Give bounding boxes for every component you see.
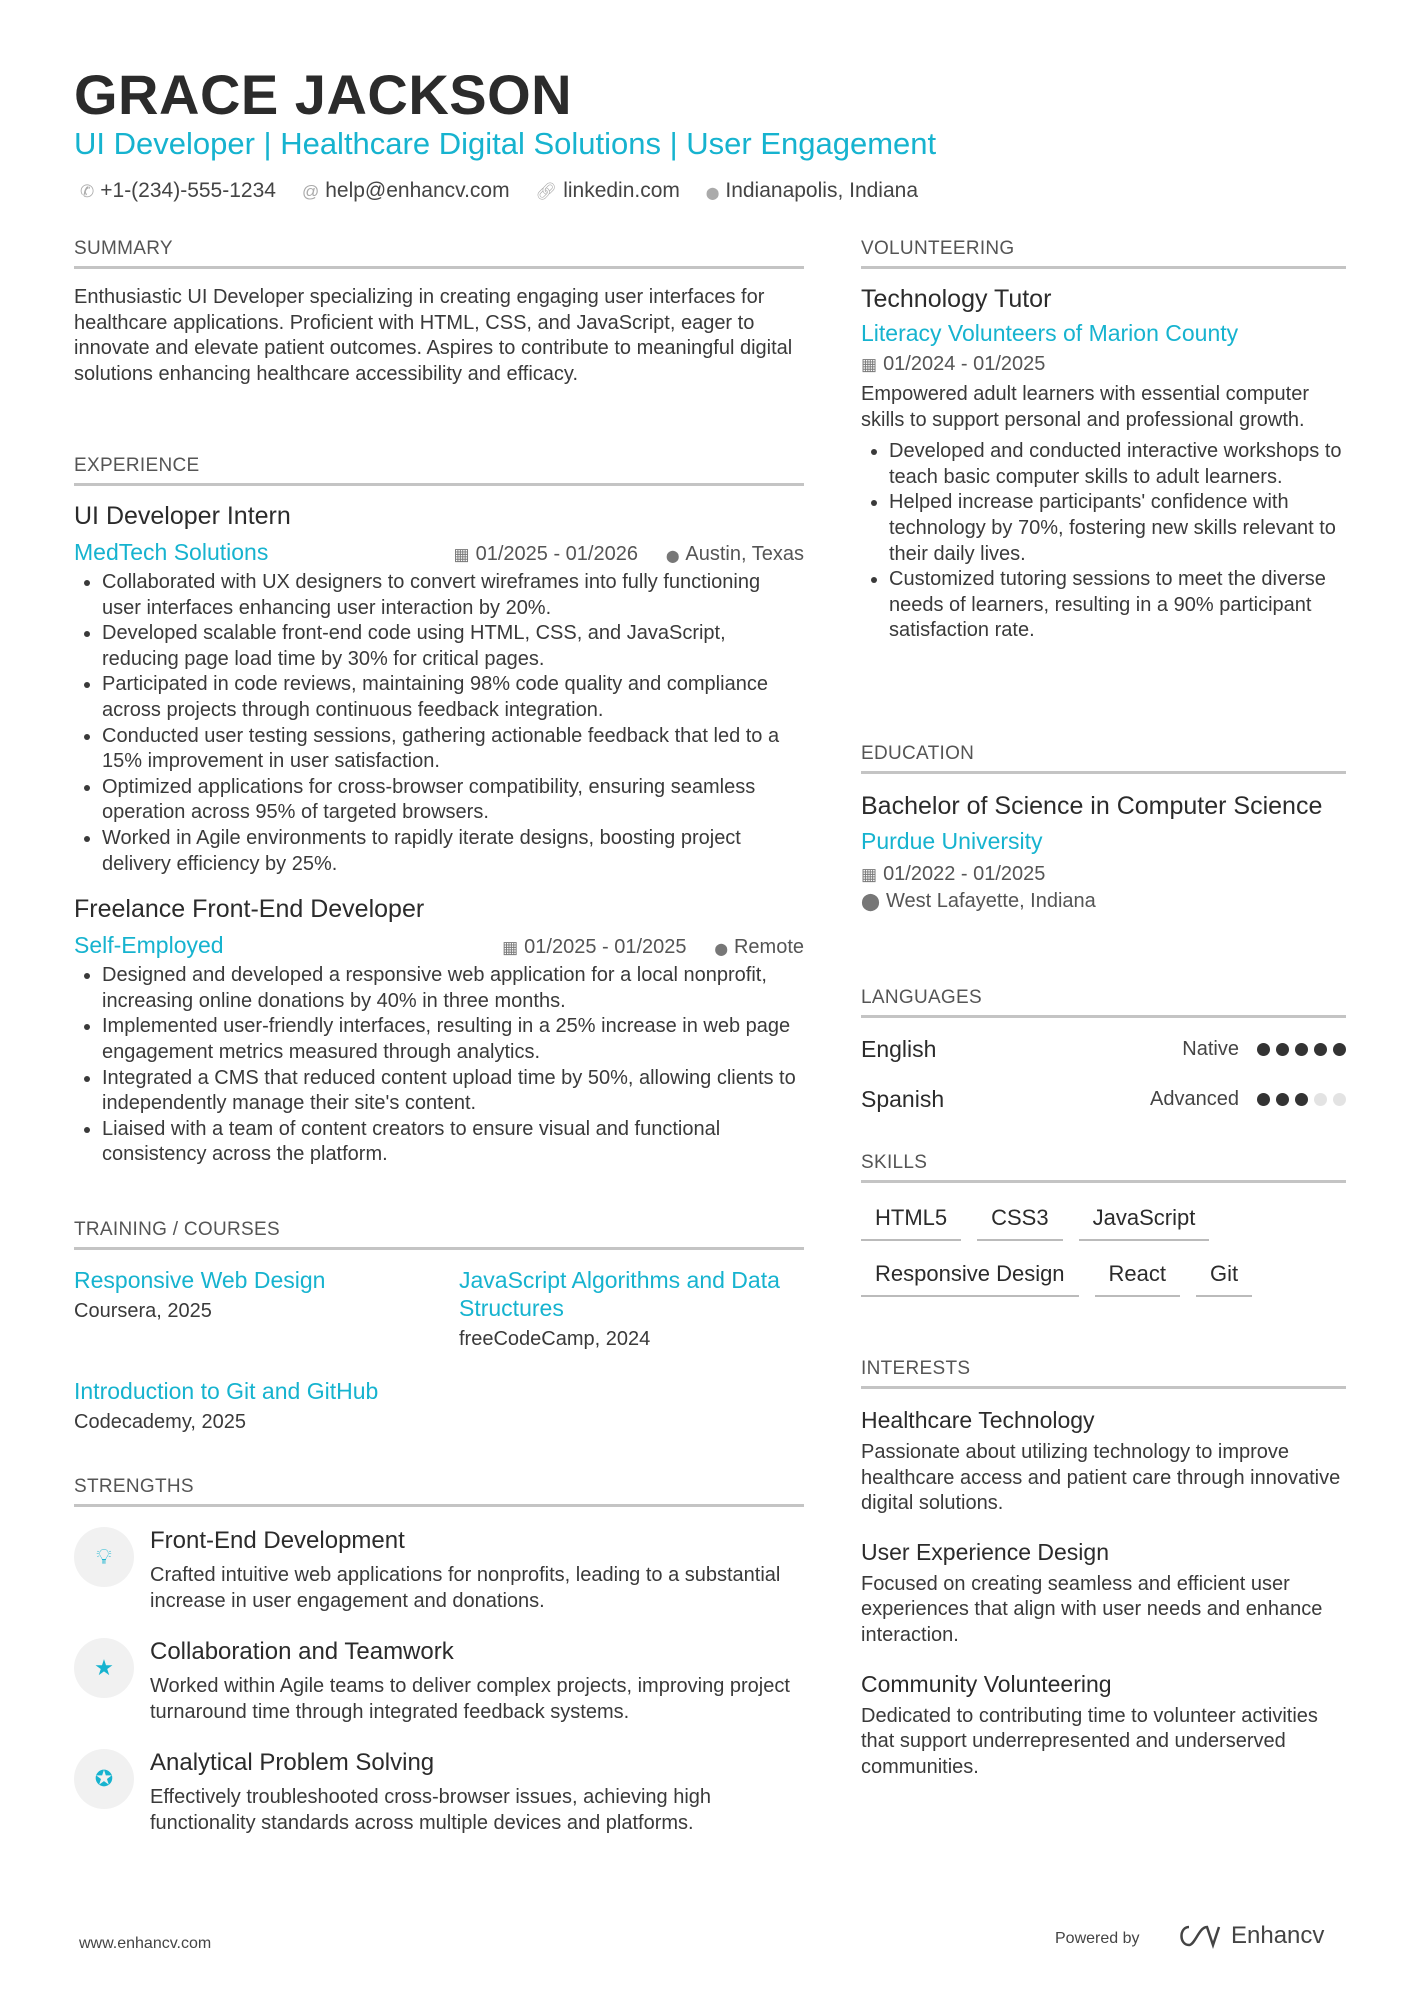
training-section — [74, 1219, 804, 1434]
section-title: EDUCATION — [861, 743, 1346, 774]
strength-text: Effectively troubleshooted cross-browser issues, achieving high functionality standards across multiple devices and platforms. — [150, 1786, 712, 1834]
star-icon: ★ — [74, 1638, 134, 1698]
strength-text: Crafted intuitive web applications for nonprofits, leading to a substantial increase in user engagement and donations. — [150, 1564, 781, 1612]
enhancv-logo-icon — [1175, 1923, 1221, 1949]
skills-section — [861, 1152, 1346, 1297]
location-icon: ⬤ — [714, 942, 728, 957]
strength-item — [74, 1527, 804, 1614]
language-name: Spanish — [861, 1085, 945, 1112]
bullet-item: • Helped increase participants' confidence with technology by 70%, fostering new skills relevant to their daily lives. — [889, 490, 1346, 567]
bullet-item: • Developed scalable front-end code using HTML, CSS, and JavaScript, reducing page load time by 30% for critical pages. — [102, 621, 804, 672]
calendar-icon: ▦ — [453, 545, 470, 564]
lightbulb-icon: 💡︎ — [74, 1527, 134, 1587]
contact-item[interactable] — [536, 179, 680, 203]
job-bullets — [102, 570, 804, 877]
volunteer-org: Literacy Volunteers of Marion County — [861, 320, 1239, 346]
proficiency-dot — [1295, 1043, 1308, 1056]
bullet-item: • Implemented user-friendly interfaces, resulting in a 25% increase in web page engagement metrics measured through analytics. — [102, 1014, 804, 1065]
interest-item — [861, 1671, 1346, 1781]
bullet-item: • Developed and conducted interactive workshops to teach basic computer skills to adult learners. — [889, 439, 1346, 490]
calendar-icon: ▦ — [861, 865, 878, 884]
skill-tag: JavaScript — [1079, 1205, 1210, 1241]
skill-tag: Git — [1196, 1261, 1252, 1297]
interests-section — [861, 1358, 1346, 1802]
skill-tag: HTML5 — [861, 1205, 961, 1241]
candidate-name: GRACE JACKSON — [74, 63, 573, 126]
location-text: Remote — [733, 936, 804, 959]
job-org: Self-Employed — [74, 932, 224, 959]
strength-title: Front-End Development — [150, 1527, 405, 1554]
course-title[interactable]: Responsive Web Design — [74, 1267, 326, 1293]
volunteer-role: Technology Tutor — [861, 285, 1052, 313]
interest-item — [861, 1539, 1346, 1649]
contact-text: Indianapolis, Indiana — [725, 179, 919, 202]
interest-title: Community Volunteering — [861, 1670, 1112, 1697]
course-title[interactable]: JavaScript Algorithms and Data Structures — [459, 1267, 780, 1321]
bullet-item: • Worked in Agile environments to rapidly iterate designs, boosting project delivery efficiency by 25%. — [102, 826, 804, 877]
contact-item[interactable] — [80, 179, 276, 203]
job-role: Freelance Front-End Developer — [74, 895, 425, 924]
location-icon: ⬤ — [705, 186, 720, 200]
dates-text: 01/2024 - 01/2025 — [883, 353, 1046, 375]
dates-text: 01/2022 - 01/2025 — [883, 863, 1046, 885]
proficiency-dot — [1333, 1043, 1346, 1056]
proficiency-dot — [1333, 1093, 1346, 1106]
strength-title: Analytical Problem Solving — [150, 1749, 435, 1777]
education-section — [861, 743, 1346, 915]
job-dates — [502, 936, 686, 959]
proficiency-dot — [1257, 1043, 1270, 1056]
job-location — [715, 936, 804, 959]
section-title: SUMMARY — [74, 238, 804, 269]
interest-text: Dedicated to contributing time to volunteer activities that support underrepresented and underserved communities. — [861, 1704, 1318, 1778]
course-title[interactable]: Introduction to Git and GitHub — [74, 1378, 379, 1404]
proficiency-dots — [1257, 1093, 1346, 1106]
course-provider: Codecademy, 2025 — [74, 1411, 246, 1433]
proficiency-dot — [1314, 1043, 1327, 1056]
interest-text: Passionate about utilizing technology to improve healthcare access and patient care through innovative digital solutions. — [861, 1441, 1341, 1515]
course-item — [74, 1266, 459, 1351]
school: Purdue University — [861, 828, 1043, 854]
course-provider: freeCodeCamp, 2024 — [459, 1328, 651, 1350]
contact-item[interactable] — [706, 179, 918, 203]
job-org: MedTech Solutions — [74, 539, 269, 565]
footer-url[interactable]: www.enhancv.com — [79, 1935, 212, 1952]
section-title: TRAINING / COURSES — [74, 1219, 804, 1250]
job-date-location — [502, 936, 804, 959]
languages-section — [861, 987, 1346, 1124]
section-title: EXPERIENCE — [74, 455, 804, 486]
course-item — [459, 1266, 804, 1351]
bullet-item: • Liaised with a team of content creators to ensure visual and functional consistency across the platform. — [102, 1117, 804, 1168]
job-meta — [74, 539, 804, 566]
bullet-item: • Customized tutoring sessions to meet the diverse needs of learners, resulting in a 90% participant satisfaction rate. — [889, 567, 1346, 644]
section-title: VOLUNTEERING — [861, 238, 1346, 269]
interest-item — [861, 1407, 1346, 1517]
proficiency-dot — [1314, 1093, 1327, 1106]
language-item — [861, 1074, 1346, 1124]
volunteer-dates — [861, 353, 1346, 376]
link-icon: 🔗︎ — [535, 182, 558, 201]
proficiency-dot — [1257, 1093, 1270, 1106]
summary-section — [74, 238, 804, 387]
contact-bar — [80, 179, 918, 203]
skill-tag: React — [1095, 1261, 1180, 1297]
job-role: UI Developer Intern — [74, 502, 291, 530]
job-dates — [454, 543, 638, 566]
contact-text: help@enhancv.com — [325, 179, 510, 202]
calendar-icon: ▦ — [861, 355, 878, 374]
dates-text: 01/2025 - 01/2026 — [475, 543, 638, 565]
strength-text: Worked within Agile teams to deliver complex projects, improving project turnaround time through integrated feedback systems. — [150, 1675, 790, 1723]
contact-text: linkedin.com — [563, 179, 680, 202]
job-meta — [74, 932, 804, 959]
powered-by: Powered by — [1055, 1930, 1140, 1947]
proficiency-dot — [1276, 1043, 1289, 1056]
experience-section — [74, 455, 804, 1186]
language-name: English — [861, 1035, 937, 1062]
bullet-item: • Integrated a CMS that reduced content upload time by 50%, allowing clients to independently manage their site's content. — [102, 1066, 804, 1117]
job-entry — [74, 502, 804, 877]
at-icon: @ — [301, 182, 320, 201]
section-title: INTERESTS — [861, 1358, 1346, 1389]
location-text: Austin, Texas — [685, 543, 804, 565]
strength-item — [74, 1749, 804, 1836]
contact-item[interactable] — [302, 179, 510, 203]
skill-tag: Responsive Design — [861, 1261, 1079, 1297]
language-item — [861, 1024, 1346, 1074]
proficiency-dots — [1257, 1043, 1346, 1056]
interest-title: User Experience Design — [861, 1538, 1110, 1565]
award-icon: ✪ — [74, 1749, 134, 1809]
contact-text: +1-(234)-555-1234 — [100, 179, 276, 202]
education-dates — [861, 861, 1346, 888]
proficiency-dot — [1295, 1093, 1308, 1106]
skill-tag: CSS3 — [977, 1205, 1062, 1241]
bullet-item: • Designed and developed a responsive web application for a local nonprofit, increasing online donations by 40% in three months. — [102, 963, 804, 1014]
section-title: LANGUAGES — [861, 987, 1346, 1018]
dates-text: 01/2025 - 01/2025 — [524, 936, 687, 959]
proficiency-dot — [1276, 1093, 1289, 1106]
volunteering-section — [861, 238, 1346, 644]
job-location — [666, 543, 804, 566]
section-title: STRENGTHS — [74, 1476, 804, 1507]
job-bullets — [102, 963, 804, 1168]
headline: UI Developer | Healthcare Digital Solutions | User Engagement — [74, 126, 937, 161]
degree: Bachelor of Science in Computer Science — [861, 792, 1323, 820]
interest-title: Healthcare Technology — [861, 1407, 1095, 1433]
location-icon: ⬤ — [665, 549, 680, 563]
strength-title: Collaboration and Teamwork — [150, 1638, 454, 1666]
location-icon: ⬤ — [861, 892, 881, 911]
bullet-item: • Participated in code reviews, maintaining 98% code quality and compliance across projects through continuous feedback integration. — [102, 672, 804, 723]
bullet-item: • Optimized applications for cross-browser compatibility, ensuring seamless operation across 95% of targeted browsers. — [102, 775, 804, 826]
strength-item — [74, 1638, 804, 1725]
education-location — [861, 888, 1346, 915]
job-date-location — [454, 543, 804, 566]
location-text: West Lafayette, Indiana — [886, 890, 1096, 912]
language-level: Advanced — [1150, 1087, 1239, 1110]
phone-icon: ✆ — [80, 182, 95, 201]
language-level: Native — [1182, 1037, 1239, 1060]
summary-text: Enthusiastic UI Developer specializing in creating engaging user interfaces for healthcare applications. Proficient with HTML, CSS, and JavaScript, eager to innovate and elevate patient outcomes. Aspires to contribute to meaningful digital solutions enhancing healthcare accessibility and efficacy. — [74, 286, 793, 385]
enhancv-logo — [1175, 1922, 1324, 1950]
course-provider: Coursera, 2025 — [74, 1300, 212, 1322]
calendar-icon: ▦ — [502, 938, 519, 958]
section-title: SKILLS — [861, 1152, 1346, 1183]
brand-name: Enhancv — [1231, 1922, 1325, 1949]
strengths-section — [74, 1476, 804, 1861]
job-entry — [74, 895, 804, 1168]
course-item — [74, 1377, 459, 1434]
bullet-item: • Collaborated with UX designers to convert wireframes into fully functioning user interfaces enhancing user interaction by 20%. — [102, 570, 804, 621]
bullet-item: • Conducted user testing sessions, gathering actionable feedback that led to a 15% improvement in user satisfaction. — [102, 724, 804, 775]
interest-text: Focused on creating seamless and efficient user experiences that align with user needs and enhance interaction. — [861, 1572, 1323, 1646]
volunteer-text: Empowered adult learners with essential computer skills to support personal and professional growth. — [861, 383, 1309, 431]
